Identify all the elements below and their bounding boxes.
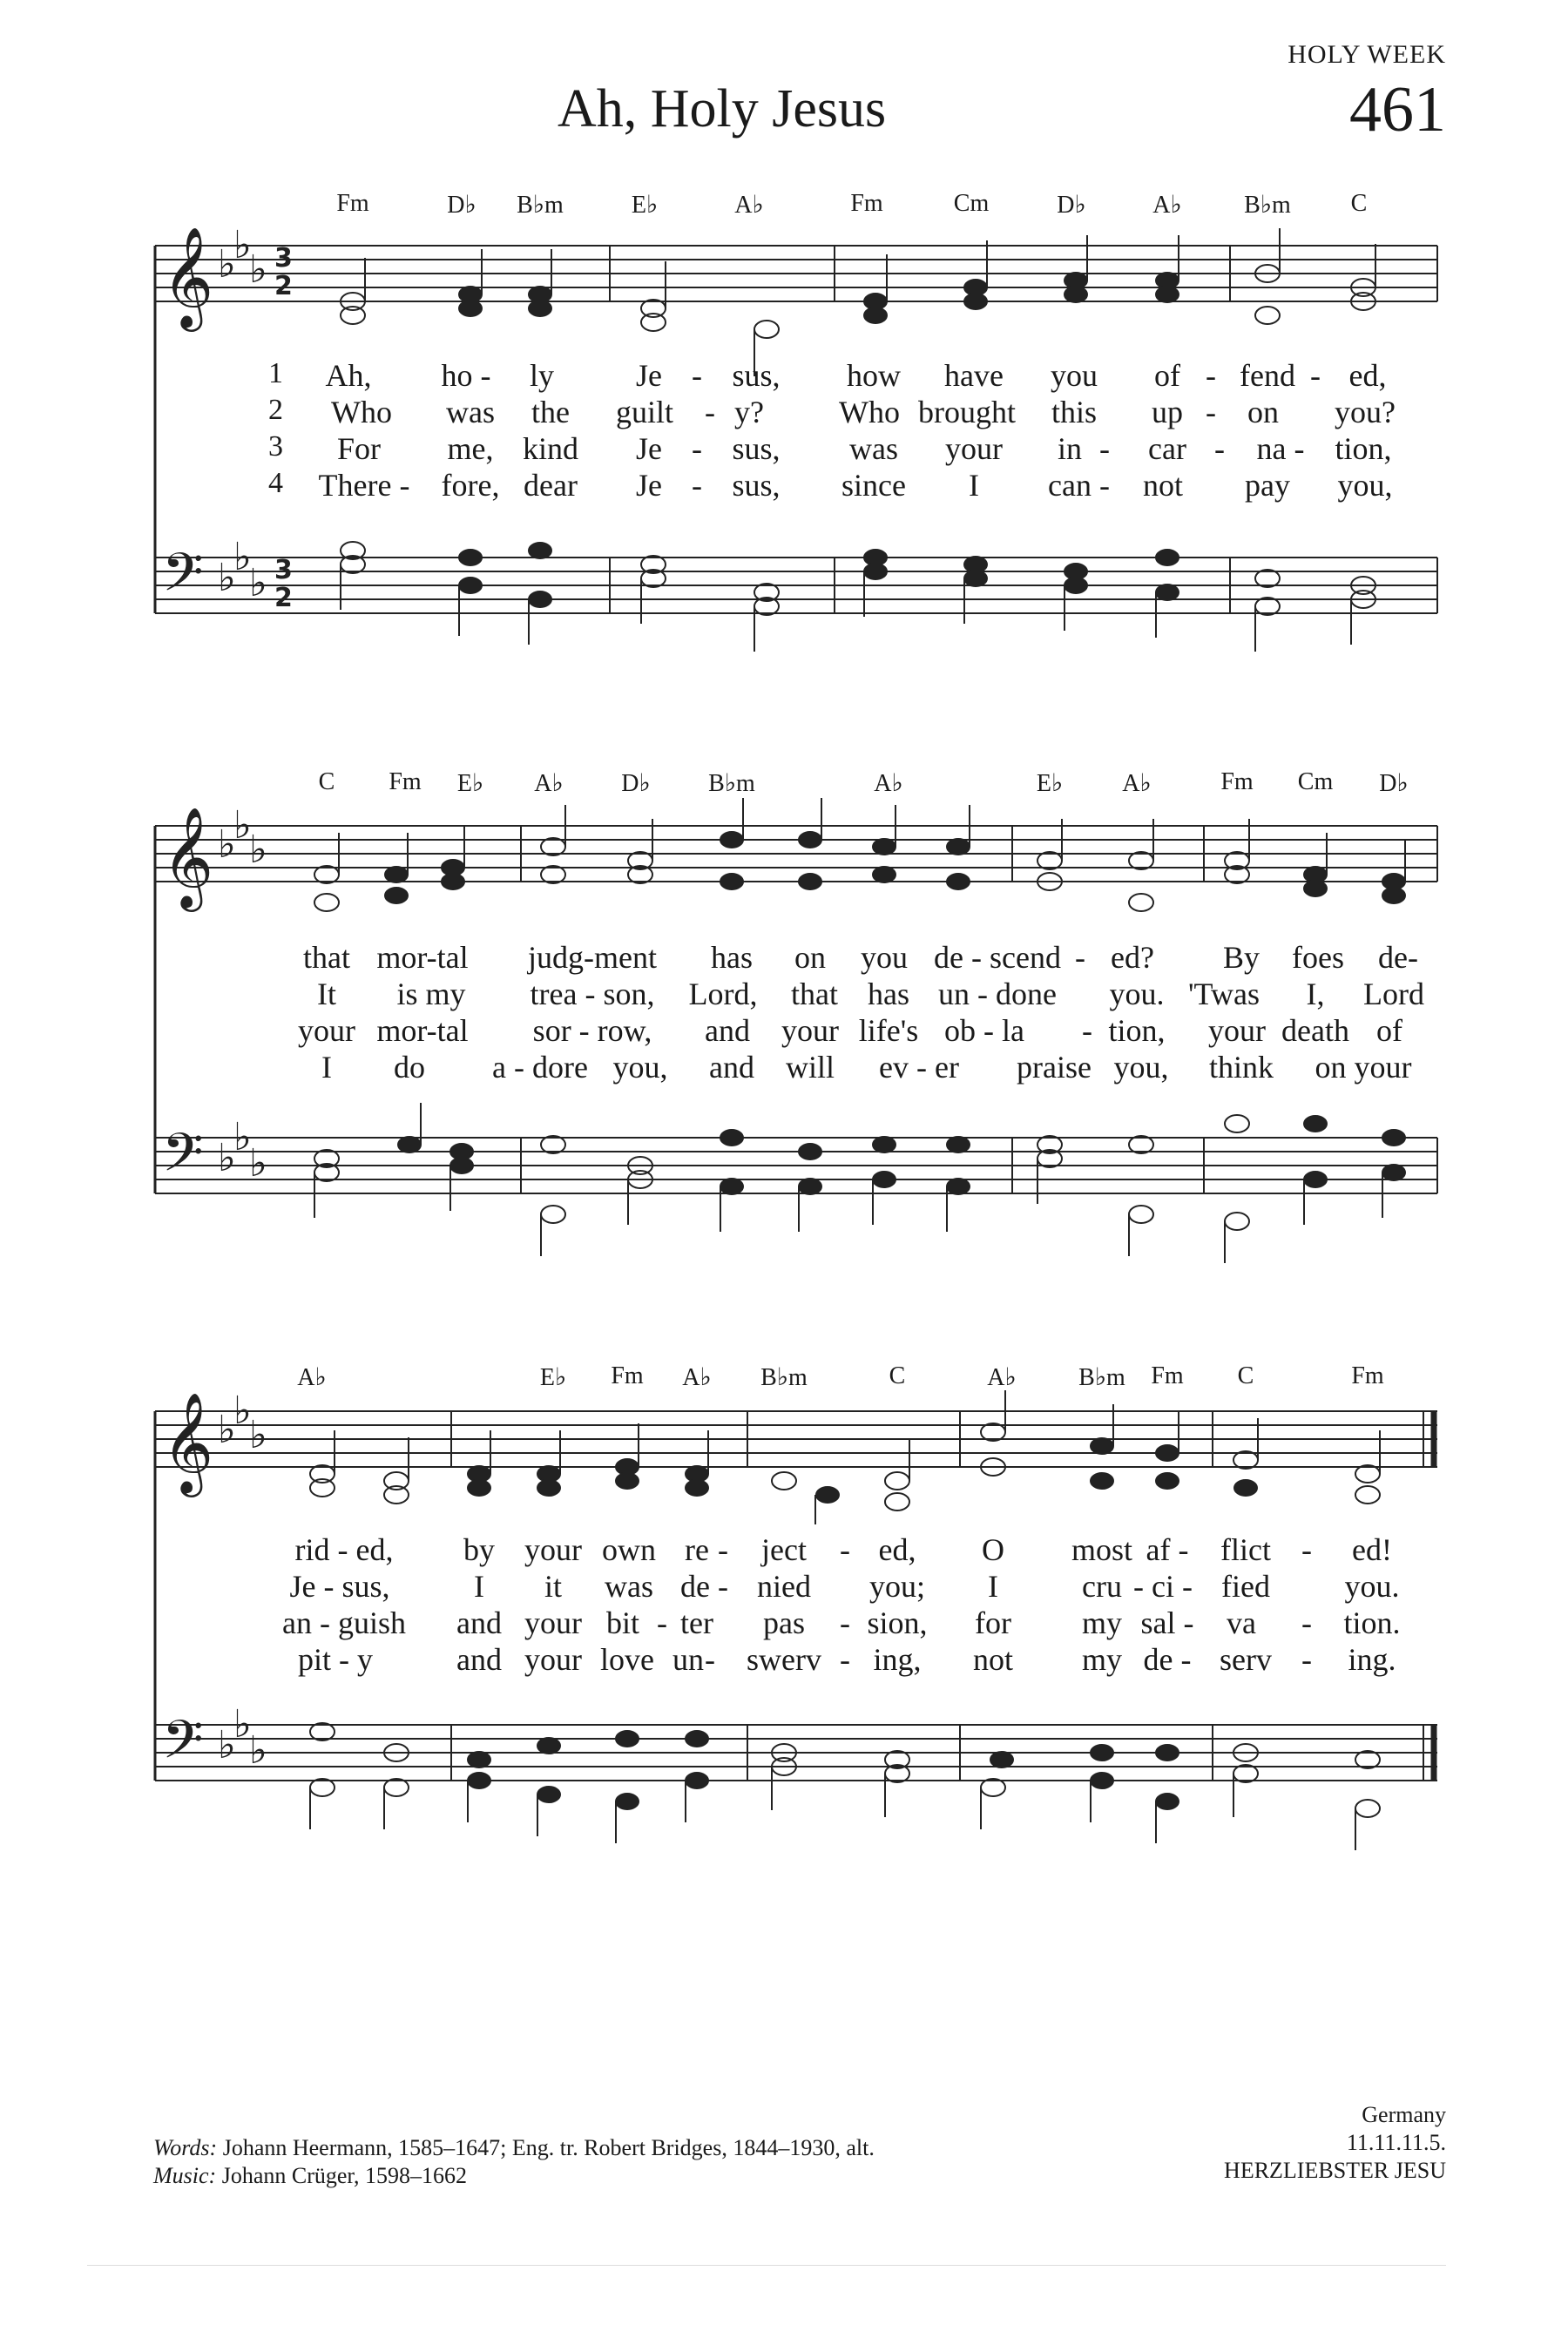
lyric-syllable: I bbox=[474, 1569, 484, 1604]
lyric-syllable: ed, bbox=[878, 1532, 916, 1567]
footer-rule bbox=[87, 2265, 1446, 2266]
chord-symbol: Cm bbox=[1297, 768, 1334, 795]
lyric-syllable: you? bbox=[1335, 395, 1396, 429]
chord-symbol: Fm bbox=[1351, 1362, 1384, 1389]
lyric-syllable: your bbox=[781, 1013, 839, 1048]
lyric-syllable: you, bbox=[612, 1050, 668, 1085]
lyric-syllable: - ci - bbox=[1133, 1569, 1193, 1604]
lyric-syllable: for bbox=[975, 1605, 1011, 1640]
lyric-syllable: is my bbox=[396, 977, 466, 1011]
svg-text:𝄢: 𝄢 bbox=[162, 1709, 204, 1784]
lyric-syllable: me, bbox=[447, 431, 494, 466]
svg-text:♭: ♭ bbox=[218, 1136, 236, 1180]
lyric-syllable: was bbox=[446, 395, 495, 429]
lyric-syllable: O bbox=[982, 1532, 1004, 1567]
hymn-credits bbox=[153, 2134, 875, 2190]
lyric-syllable: - bbox=[840, 1642, 850, 1677]
music-label: Music: bbox=[153, 2163, 217, 2188]
chord-symbol: Fm bbox=[336, 190, 369, 217]
verse-number: 4 bbox=[268, 467, 283, 499]
svg-text:2: 2 bbox=[274, 583, 293, 613]
lyric-syllable: life's bbox=[858, 1013, 919, 1048]
lyric-syllable: Lord bbox=[1363, 977, 1424, 1011]
lyric-syllable: you. bbox=[1109, 977, 1165, 1011]
lyric-syllable: brought bbox=[918, 395, 1016, 429]
lyric-syllable: - bbox=[1082, 1013, 1092, 1048]
chord-symbol: C bbox=[318, 768, 335, 795]
lyric-syllable: ing. bbox=[1348, 1642, 1396, 1677]
chord-symbol: A♭ bbox=[1122, 770, 1152, 797]
svg-text:♭: ♭ bbox=[218, 242, 236, 287]
lyric-syllable: sion, bbox=[867, 1605, 928, 1640]
lyric-syllable: ject bbox=[761, 1532, 807, 1567]
lyric-syllable: tion. bbox=[1343, 1605, 1401, 1640]
tune-origin: Germany bbox=[1362, 2102, 1446, 2127]
lyric-syllable: - bbox=[1301, 1642, 1312, 1677]
lyric-syllable: trea - son, bbox=[530, 977, 655, 1011]
lyric-syllable: your bbox=[524, 1532, 582, 1567]
lyric-syllable: you bbox=[1051, 358, 1098, 393]
verse-number: 1 bbox=[268, 357, 283, 389]
chord-symbol: A♭ bbox=[987, 1364, 1017, 1391]
svg-text:3: 3 bbox=[274, 555, 293, 585]
lyric-syllable: bit bbox=[605, 1605, 640, 1640]
lyric-syllable: and bbox=[709, 1050, 754, 1085]
lyric-syllable: of bbox=[1376, 1013, 1402, 1048]
section-label: HOLY WEEK bbox=[1288, 40, 1446, 69]
lyric-syllable: not bbox=[972, 1642, 1014, 1677]
tune-name: HERZLIEBSTER JESU bbox=[1224, 2158, 1446, 2183]
lyric-syllable: love bbox=[600, 1642, 654, 1677]
lyric-syllable: ed? bbox=[1111, 940, 1154, 975]
lyric-syllable: sus, bbox=[732, 431, 781, 466]
lyric-syllable: this bbox=[1051, 395, 1098, 429]
lyric-syllable: Who bbox=[331, 395, 392, 429]
lyric-syllable: For bbox=[336, 431, 382, 466]
hymn-title: Ah, Holy Jesus bbox=[558, 79, 887, 139]
lyric-syllable: - bbox=[840, 1532, 850, 1567]
chord-symbol: Fm bbox=[850, 190, 883, 217]
lyric-syllable: - bbox=[705, 1642, 715, 1677]
lyric-syllable: up bbox=[1152, 395, 1183, 429]
lyric-syllable: nied bbox=[757, 1569, 811, 1604]
lyric-syllable: have bbox=[944, 358, 1004, 393]
lyric-syllable: how bbox=[847, 358, 901, 393]
svg-text:♭: ♭ bbox=[233, 535, 252, 579]
lyric-syllable: you, bbox=[1113, 1050, 1169, 1085]
svg-text:𝄞: 𝄞 bbox=[162, 1391, 214, 1493]
lyric-syllable: ho - bbox=[441, 358, 491, 393]
chord-symbol: B♭m bbox=[1078, 1364, 1125, 1391]
lyric-syllable: was bbox=[605, 1569, 653, 1604]
lyric-syllable: do bbox=[394, 1050, 425, 1085]
lyric-syllable: your bbox=[1208, 1013, 1266, 1048]
lyric-syllable: ly bbox=[529, 358, 555, 393]
lyric-line bbox=[0, 1531, 1568, 1570]
lyric-syllable: y? bbox=[734, 395, 764, 429]
lyric-syllable: - bbox=[692, 468, 702, 503]
lyric-syllable: since bbox=[841, 468, 906, 503]
svg-text:♭: ♭ bbox=[218, 556, 236, 600]
lyric-syllable: fied bbox=[1221, 1569, 1270, 1604]
hymn-number: 461 bbox=[1349, 74, 1446, 145]
lyric-syllable: own bbox=[602, 1532, 656, 1567]
lyric-line bbox=[0, 357, 1568, 395]
lyric-syllable: - bbox=[1099, 431, 1110, 466]
chord-symbol: A♭ bbox=[874, 770, 903, 797]
lyric-line bbox=[0, 394, 1568, 432]
lyric-syllable: By bbox=[1222, 940, 1260, 975]
lyric-syllable: va bbox=[1227, 1605, 1256, 1640]
lyric-syllable: fend bbox=[1240, 358, 1295, 393]
lyric-syllable: the bbox=[531, 395, 570, 429]
lyric-syllable: I bbox=[988, 1569, 998, 1604]
lyric-syllable: Je bbox=[636, 358, 662, 393]
chord-symbol: A♭ bbox=[734, 192, 764, 219]
lyric-syllable: I bbox=[321, 1050, 332, 1085]
lyric-syllable: your bbox=[298, 1013, 355, 1048]
lyric-syllable: na - bbox=[1256, 431, 1305, 466]
lyric-syllable: an - guish bbox=[282, 1605, 406, 1640]
tune-info bbox=[1224, 2101, 1446, 2185]
chord-symbol: Fm bbox=[611, 1362, 644, 1389]
lyric-syllable: - bbox=[692, 431, 702, 466]
lyric-syllable: will bbox=[785, 1050, 835, 1085]
lyric-syllable: Je - sus, bbox=[289, 1569, 390, 1604]
svg-text:♭: ♭ bbox=[249, 247, 267, 292]
chord-symbol: B♭m bbox=[517, 192, 564, 219]
lyric-syllable: - bbox=[1099, 468, 1110, 503]
chord-symbol: E♭ bbox=[1036, 770, 1064, 797]
svg-text:♭: ♭ bbox=[249, 1413, 267, 1457]
lyric-syllable: guilt bbox=[615, 395, 674, 429]
lyric-syllable: - bbox=[1206, 358, 1216, 393]
lyric-syllable: kind bbox=[522, 431, 579, 466]
lyric-syllable: - bbox=[1075, 940, 1085, 975]
lyric-syllable: - bbox=[705, 395, 715, 429]
chord-symbol: A♭ bbox=[534, 770, 564, 797]
chord-symbol: A♭ bbox=[682, 1364, 712, 1391]
lyric-syllable: judg-ment bbox=[528, 940, 657, 975]
chord-symbol: D♭ bbox=[621, 770, 651, 797]
lyric-syllable: - bbox=[1214, 431, 1225, 466]
lyric-syllable: and bbox=[705, 1013, 750, 1048]
lyric-syllable: on bbox=[794, 940, 826, 975]
lyric-syllable: rid - ed, bbox=[294, 1532, 394, 1567]
lyric-syllable: was bbox=[849, 431, 898, 466]
lyric-line bbox=[0, 1049, 1568, 1087]
lyric-syllable: - bbox=[692, 358, 702, 393]
lyric-syllable: your bbox=[524, 1642, 582, 1677]
chord-symbol: Fm bbox=[389, 768, 422, 795]
lyric-syllable: sus, bbox=[732, 468, 781, 503]
lyric-syllable: my bbox=[1081, 1605, 1123, 1640]
lyric-syllable: your bbox=[945, 431, 1003, 466]
chord-symbol: D♭ bbox=[1057, 192, 1086, 219]
verse-number: 3 bbox=[268, 430, 283, 463]
lyric-syllable: foes bbox=[1292, 940, 1344, 975]
verse-number: 2 bbox=[268, 394, 283, 426]
lyric-syllable: you; bbox=[868, 1569, 926, 1604]
lyric-syllable: your bbox=[524, 1605, 582, 1640]
svg-text:3: 3 bbox=[274, 243, 293, 274]
lyric-syllable: un bbox=[672, 1642, 704, 1677]
lyric-syllable: I, bbox=[1306, 977, 1325, 1011]
lyric-syllable: - bbox=[1301, 1532, 1312, 1567]
lyric-syllable: ing, bbox=[873, 1642, 922, 1677]
music-credit bbox=[153, 2162, 875, 2190]
lyric-syllable: fore, bbox=[441, 468, 500, 503]
svg-text:♭: ♭ bbox=[218, 1723, 236, 1767]
lyric-syllable: has bbox=[868, 977, 909, 1011]
lyric-syllable: by bbox=[463, 1532, 495, 1567]
lyric-syllable: - bbox=[1301, 1605, 1312, 1640]
svg-text:♭: ♭ bbox=[233, 1702, 252, 1747]
chord-symbol: C bbox=[889, 1362, 906, 1389]
lyric-syllable: de bbox=[680, 1569, 710, 1604]
lyric-syllable: mor-tal bbox=[376, 1013, 469, 1048]
svg-text:♭: ♭ bbox=[249, 828, 267, 872]
lyric-syllable: af - bbox=[1146, 1532, 1189, 1567]
lyric-syllable: ob - la bbox=[944, 1013, 1024, 1048]
chord-symbol: D♭ bbox=[1379, 770, 1409, 797]
lyric-syllable: flict bbox=[1220, 1532, 1271, 1567]
svg-text:♭: ♭ bbox=[233, 1115, 252, 1159]
lyric-syllable: ed, bbox=[1348, 358, 1387, 393]
lyric-line bbox=[0, 1641, 1568, 1680]
lyric-syllable: on bbox=[1247, 395, 1279, 429]
lyric-syllable: un - done bbox=[938, 977, 1057, 1011]
lyric-syllable: Ah, bbox=[325, 358, 372, 393]
lyric-line bbox=[0, 1012, 1568, 1051]
svg-text:♭: ♭ bbox=[233, 1389, 252, 1433]
chord-symbol: E♭ bbox=[456, 770, 484, 797]
svg-text:𝄢: 𝄢 bbox=[162, 1122, 204, 1197]
lyric-syllable: serv bbox=[1220, 1642, 1272, 1677]
lyric-syllable: mor-tal bbox=[376, 940, 469, 975]
lyric-syllable: - bbox=[1310, 358, 1321, 393]
lyric-syllable: 'Twas bbox=[1188, 977, 1260, 1011]
lyric-syllable: most bbox=[1071, 1532, 1133, 1567]
tune-meter: 11.11.11.5. bbox=[1346, 2130, 1446, 2155]
lyric-syllable: - bbox=[840, 1605, 850, 1640]
lyric-syllable: sor - row, bbox=[532, 1013, 652, 1048]
lyric-syllable: There - bbox=[318, 468, 410, 503]
lyric-syllable: in bbox=[1057, 431, 1083, 466]
chord-symbol: A♭ bbox=[1152, 192, 1182, 219]
svg-text:2: 2 bbox=[274, 271, 293, 301]
lyric-syllable: you. bbox=[1344, 1569, 1400, 1604]
words-label: Words: bbox=[153, 2135, 218, 2160]
svg-text:♭: ♭ bbox=[233, 803, 252, 848]
chord-symbol: C bbox=[1237, 1362, 1254, 1389]
lyric-syllable: not bbox=[1142, 468, 1184, 503]
lyric-line bbox=[0, 976, 1568, 1014]
chord-symbol: E♭ bbox=[539, 1364, 567, 1391]
lyric-syllable: pay bbox=[1245, 468, 1290, 503]
lyric-syllable: ev - er bbox=[879, 1050, 959, 1085]
staff-graphics-3 bbox=[0, 1159, 1568, 1855]
words-text: Johann Heermann, 1585–1647; Eng. tr. Robert Bridges, 1844–1930, alt. bbox=[222, 2135, 875, 2160]
lyric-syllable: Je bbox=[636, 431, 662, 466]
lyric-syllable: praise bbox=[1017, 1050, 1092, 1085]
svg-text:𝄞: 𝄞 bbox=[162, 226, 214, 328]
lyric-syllable: pas bbox=[763, 1605, 805, 1640]
lyric-syllable: pit - y bbox=[298, 1642, 373, 1677]
chord-symbol: E♭ bbox=[631, 192, 659, 219]
lyric-syllable: car bbox=[1148, 431, 1186, 466]
svg-text:♭: ♭ bbox=[218, 822, 236, 867]
lyric-syllable: that bbox=[791, 977, 838, 1011]
chord-symbol: D♭ bbox=[447, 192, 476, 219]
chord-symbol: B♭m bbox=[708, 770, 755, 797]
lyric-syllable: think bbox=[1208, 1050, 1274, 1085]
lyric-syllable: my bbox=[1081, 1642, 1123, 1677]
svg-text:𝄞: 𝄞 bbox=[162, 806, 214, 908]
lyric-syllable: de- bbox=[1378, 940, 1418, 975]
lyric-syllable: sal - bbox=[1140, 1605, 1194, 1640]
lyric-syllable: and bbox=[456, 1642, 502, 1677]
lyric-syllable: de - bbox=[1143, 1642, 1192, 1677]
svg-text:𝄢: 𝄢 bbox=[162, 542, 204, 617]
lyric-syllable: de - scend bbox=[934, 940, 1061, 975]
svg-text:♭: ♭ bbox=[249, 1728, 267, 1773]
lyric-syllable: has bbox=[711, 940, 753, 975]
lyric-syllable: Who bbox=[839, 395, 900, 429]
lyric-syllable: - bbox=[718, 1569, 728, 1604]
chord-symbol: Fm bbox=[1220, 768, 1254, 795]
chord-symbol: C bbox=[1350, 190, 1368, 217]
lyric-syllable: tion, bbox=[1108, 1013, 1166, 1048]
lyric-syllable: Je bbox=[636, 468, 662, 503]
svg-text:♭: ♭ bbox=[249, 1141, 267, 1186]
lyric-line bbox=[0, 430, 1568, 469]
lyric-syllable: that bbox=[303, 940, 350, 975]
lyric-syllable: ed! bbox=[1352, 1532, 1392, 1567]
lyric-syllable: ter bbox=[680, 1605, 713, 1640]
words-credit bbox=[153, 2134, 875, 2162]
svg-text:♭: ♭ bbox=[249, 561, 267, 605]
chord-symbol: Fm bbox=[1151, 1362, 1184, 1389]
lyric-syllable: dear bbox=[524, 468, 578, 503]
lyric-syllable: and bbox=[456, 1605, 502, 1640]
lyric-syllable: of bbox=[1154, 358, 1180, 393]
lyric-syllable: Lord, bbox=[688, 977, 758, 1011]
lyric-syllable: re bbox=[685, 1532, 709, 1567]
lyric-syllable: I bbox=[969, 468, 979, 503]
music-text: Johann Crüger, 1598–1662 bbox=[221, 2163, 468, 2188]
svg-text:♭: ♭ bbox=[233, 223, 252, 267]
lyric-syllable: It bbox=[317, 977, 336, 1011]
lyric-line bbox=[0, 1568, 1568, 1606]
lyric-syllable: you, bbox=[1337, 468, 1393, 503]
lyric-syllable: swerv bbox=[747, 1642, 821, 1677]
lyric-syllable: cru bbox=[1082, 1569, 1122, 1604]
lyric-line bbox=[0, 467, 1568, 505]
lyric-line bbox=[0, 939, 1568, 977]
lyric-line bbox=[0, 1605, 1568, 1643]
lyric-syllable: sus, bbox=[732, 358, 781, 393]
lyric-syllable: tion, bbox=[1335, 431, 1392, 466]
lyric-syllable: it bbox=[544, 1569, 563, 1604]
lyric-syllable: - bbox=[1206, 395, 1216, 429]
lyric-syllable: death bbox=[1281, 1013, 1349, 1048]
chord-symbol: Cm bbox=[953, 190, 990, 217]
chord-symbol: B♭m bbox=[760, 1364, 808, 1391]
lyric-syllable: a - dore bbox=[492, 1050, 588, 1085]
chord-symbol: A♭ bbox=[297, 1364, 327, 1391]
lyric-syllable: - bbox=[657, 1605, 667, 1640]
lyric-syllable: you bbox=[861, 940, 908, 975]
chord-symbol: B♭m bbox=[1244, 192, 1291, 219]
svg-text:♭: ♭ bbox=[218, 1408, 236, 1452]
lyric-syllable: on your bbox=[1315, 1050, 1412, 1085]
lyric-syllable: can bbox=[1048, 468, 1092, 503]
lyric-syllable: - bbox=[718, 1532, 728, 1567]
